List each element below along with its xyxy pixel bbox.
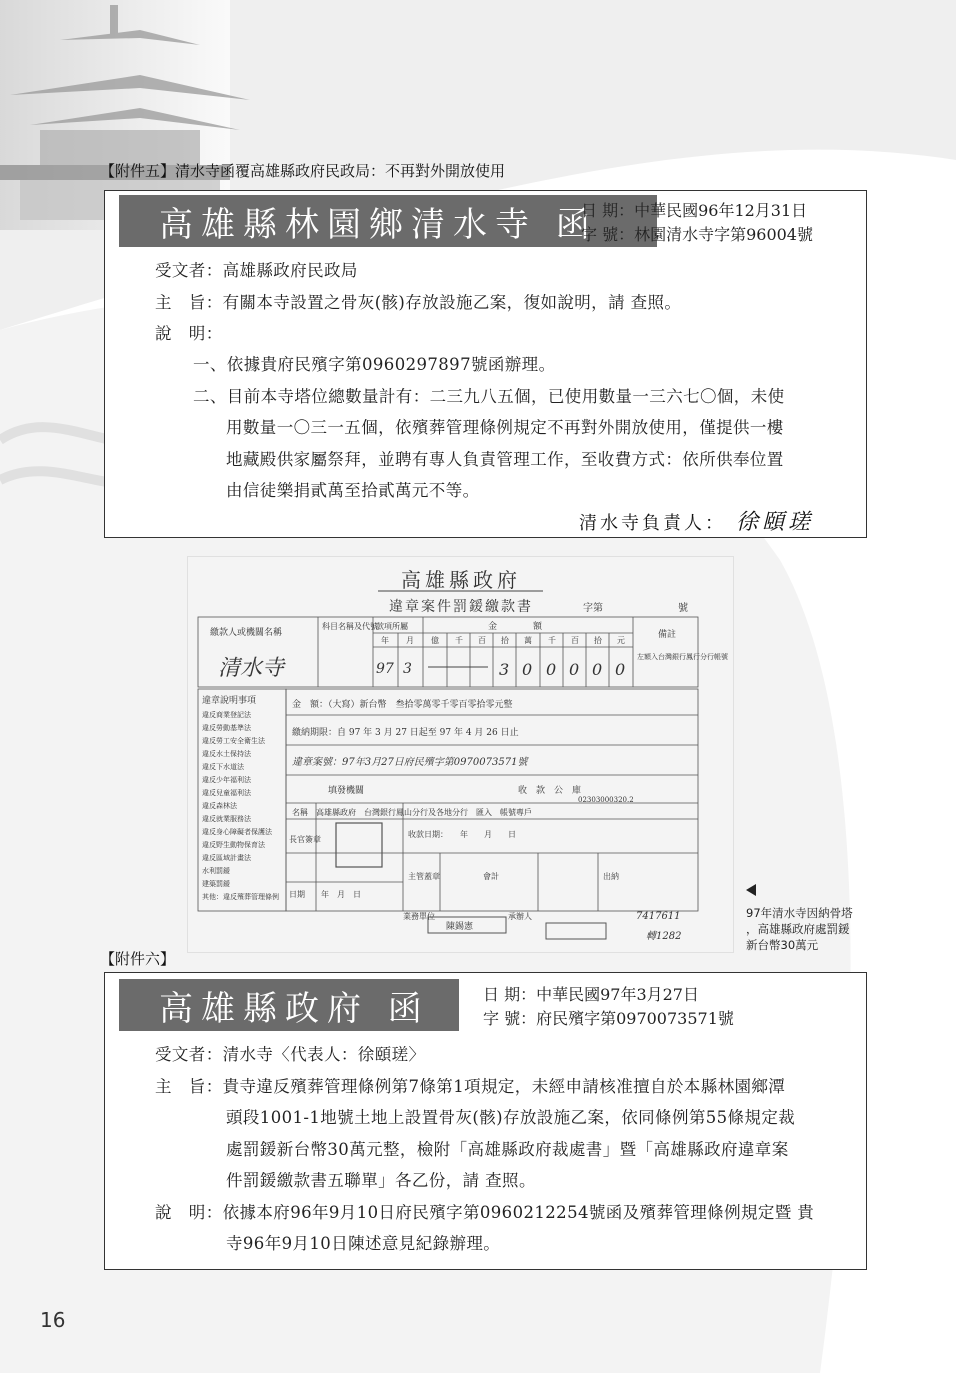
scan-heading: 高雄縣政府 (401, 568, 521, 592)
unit-month: 月 (406, 636, 414, 645)
annex6-subject-line1: 主 旨：貴寺違反殯葬管理條例第7條第1項規定，未經申請核准擅自於本縣林園鄉潭 (155, 1077, 786, 1096)
annex6-subject-line4: 件罰鍰繳款書五聯單」各乙份，請 查照。 (226, 1171, 536, 1190)
annex5-label: 【附件五】清水寺函覆高雄縣政府民政局：不再對外開放使用 (100, 162, 506, 180)
scan-account: 02303000320.2 (578, 796, 634, 804)
scanned-payment-form (187, 556, 734, 953)
annex6-recipient: 受文者：清水寺〈代表人：徐頤瑳〉 (155, 1045, 426, 1064)
unit-shi2: 拾 (594, 636, 602, 645)
annex5-item2-line1: 二、目前本寺塔位總數量計有：二三九八五個，已使用數量一三六七〇個，未使 (193, 387, 785, 406)
digit-1: 3 (499, 660, 510, 679)
annex5-title: 高雄縣林園鄉清水寺 函 (119, 195, 657, 247)
unit-wan: 萬 (524, 636, 532, 645)
digit-4: 0 (569, 660, 580, 679)
annex5-item2-line3: 地藏殿供家屬祭拜，並聘有專人負責管理工作，至收費方式：依所供奉位置 (226, 450, 784, 469)
unit-yi: 億 (431, 636, 439, 645)
reason-2: 違反勞動基準法 (202, 724, 251, 732)
annex5-subject: 主 旨：有關本寺設置之骨灰(骸)存放設施乙案，復如說明，請 查照。 (155, 293, 682, 312)
scan-reasons-head: 違章說明事項 (202, 696, 257, 706)
caption-pointer-icon (746, 884, 756, 896)
reason-3: 違反勞工安全衛生法 (202, 737, 265, 745)
reason-9: 違反就業服務法 (202, 815, 251, 823)
digit-6: 0 (615, 660, 626, 679)
unit-bai1: 百 (478, 636, 486, 645)
annex6-title: 高雄縣政府 函 (119, 979, 459, 1031)
reason-1: 違反商業登記法 (202, 711, 251, 719)
scan-business: 業務單位 (403, 912, 435, 921)
scan-issuer: 填發機關 (328, 786, 365, 796)
annex5-recipient: 受文者：高雄縣政府民政局 (155, 261, 358, 280)
signer-title: 清水寺負責人： (579, 513, 726, 534)
scan-col-amount: 金 額 (488, 622, 543, 632)
scan-col-payer: 繳款人或機關名稱 (210, 628, 283, 638)
annex6-letter (104, 972, 867, 1270)
annex6-ref: 字 號：府民殯字第0970073571號 (483, 1009, 734, 1028)
annex5-explain-head: 說 明： (155, 324, 223, 343)
reason-12: 違反區域計畫法 (202, 854, 251, 862)
reason-14: 建築罰鍰 (202, 880, 230, 888)
scan-deadline-row: 繳納期限：自 97 年 3 月 27 日起至 97 年 4 月 26 日止 (292, 728, 519, 738)
scan-year: 97 (376, 661, 394, 677)
caption-line3: 新台幣30萬元 (746, 938, 819, 952)
signer-name: 徐頤瑳 (736, 510, 815, 535)
scan-receiver: 收 款 公 庫 (518, 786, 582, 796)
caption-line1: 97年清水寺因納骨塔 (746, 906, 853, 920)
annex6-label: 【附件六】 (100, 950, 176, 968)
scan-ext: 轉1282 (646, 931, 682, 942)
page-number: 16 (40, 1308, 66, 1332)
reason-7: 違反兒童福利法 (202, 789, 251, 797)
scan-handler-name: 陳錫憲 (446, 922, 474, 932)
reason-4: 違反水土保持法 (202, 750, 251, 758)
scan-chief: 主管蓋章 (408, 872, 440, 881)
scan-col-date: 款項所屬 (376, 622, 408, 631)
annex5-item1: 一、依據貴府民殯字第0960297897號函辦理。 (193, 355, 556, 374)
scan-col-note: 備註 (658, 630, 677, 640)
unit-qian1: 千 (455, 636, 463, 645)
reason-6: 違反少年福利法 (202, 776, 251, 784)
scan-name-row: 名稱 高雄縣政府 台灣銀行鳳山分行及各地分行 匯入 帳號專戶 (292, 808, 532, 817)
scan-no-suffix: 號 (678, 603, 688, 614)
annex6-explain-line2: 寺96年9月10日陳述意見紀錄辦理。 (226, 1234, 501, 1253)
annex5-signature (579, 505, 814, 536)
scan-receive-date: 收款日期： 年 月 日 (408, 830, 516, 839)
scan-reasons-list (202, 710, 279, 901)
scan-month: 3 (403, 661, 412, 677)
reason-15: 其他：違反殯葬管理條例 (202, 893, 279, 901)
scan-accounting: 會計 (483, 872, 499, 881)
scan-payer: 清水寺 (218, 656, 285, 681)
scan-col-subject: 科目名稱及代號 (322, 622, 378, 631)
unit-bai2: 百 (571, 636, 579, 645)
official-seal-icon (336, 823, 382, 867)
reason-11: 違反野生動物保育法 (202, 841, 265, 849)
reason-8: 違反森林法 (202, 802, 237, 810)
scan-form-title: 違章案件罰鍰繳款書 (389, 599, 533, 615)
scan-caption (746, 905, 886, 953)
annex5-letter (104, 190, 867, 538)
scan-amount-row: 金 額：（大寫）新台幣 叁拾零萬零千零百零拾零元整 (292, 700, 513, 710)
scan-phone: 7417611 (636, 911, 681, 922)
scan-units (381, 635, 625, 645)
annex5-item2-line4: 由信徒樂捐貳萬至拾貳萬元不等。 (226, 481, 480, 500)
unit-shi1: 拾 (501, 636, 509, 645)
digit-3: 0 (546, 660, 557, 679)
annex6-date: 日 期：中華民國97年3月27日 (483, 985, 699, 1004)
scan-case-row: 違章案號：97年3月27日府民殯字第0970073571號 (292, 757, 528, 768)
scan-no-label: 字第 (583, 603, 603, 614)
scan-digits (499, 660, 625, 679)
caption-line2: ，高雄縣政府處罰鍰 (746, 922, 850, 936)
reason-13: 水利罰鍰 (202, 867, 230, 875)
scan-note: 左額入台灣銀行鳳行分行帳號 (637, 653, 728, 661)
annex5-date: 日 期：中華民國96年12月31日 (581, 201, 808, 220)
payment-form-drawing (188, 557, 734, 953)
annex5-item2-line2: 用數量一〇三一五個，依殯葬管理條例規定不再對外開放使用，僅提供一樓 (226, 418, 784, 437)
scan-seal-label: 長官簽章 (289, 835, 321, 844)
reason-5: 違反下水道法 (202, 763, 244, 771)
annex6-subject-line2: 頭段1001-1地號土地上設置骨灰(骸)存放設施乙案，依同條例第55條規定裁 (226, 1108, 796, 1127)
scan-date-label: 日期 年 月 日 (289, 890, 361, 899)
unit-qian2: 千 (548, 636, 556, 645)
unit-year: 年 (381, 636, 389, 645)
reason-10: 違反身心障礙者保護法 (202, 828, 272, 836)
annex6-explain-line1: 說 明：依據本府96年9月10日府民殯字第0960212254號函及殯葬管理條例規定暨 貴 (155, 1203, 815, 1222)
scan-cashier: 出納 (603, 872, 619, 881)
unit-yuan: 元 (617, 636, 625, 645)
annex5-ref: 字 號：林園清水寺字第96004號 (581, 225, 813, 244)
annex6-subject-line3: 處罰鍰新台幣30萬元整，檢附「高雄縣政府裁處書」暨「高雄縣政府違章案 (226, 1140, 789, 1159)
digit-2: 0 (522, 660, 533, 679)
scan-handler: 承辦人 (508, 912, 532, 921)
digit-5: 0 (592, 660, 603, 679)
